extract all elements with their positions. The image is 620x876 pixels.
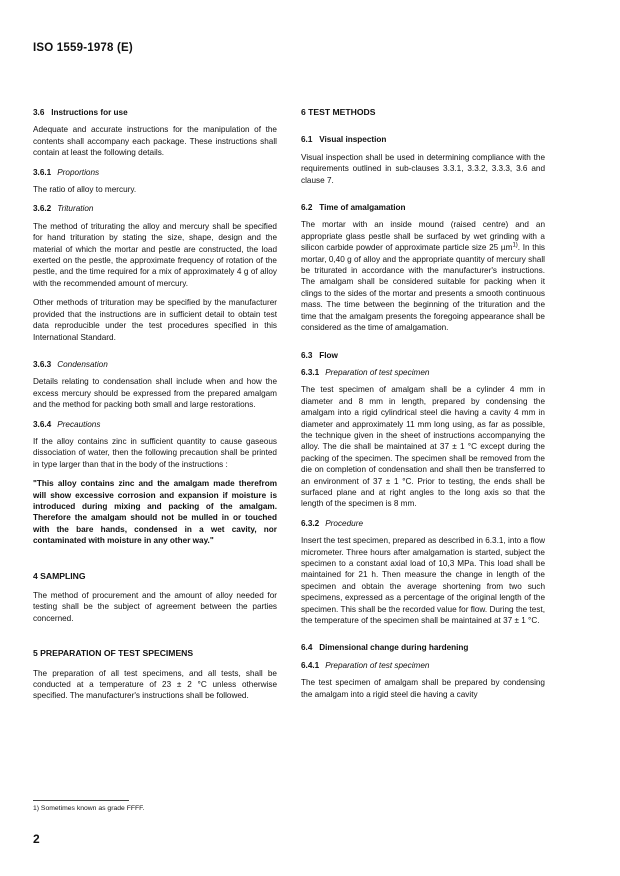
section-4-heading: 4 SAMPLING bbox=[33, 570, 86, 581]
section-title: Flow bbox=[319, 350, 338, 360]
section-number: 3.6 bbox=[33, 108, 45, 117]
page-number: 2 bbox=[33, 832, 40, 846]
section-number: 6.3.1 bbox=[301, 367, 320, 377]
section-6-3-1-heading bbox=[301, 367, 545, 378]
zinc-warning-text: "This alloy contains zinc and the amalgam made therefrom will show excessive corrosion and expansion if moisture is introduced during mixing and packing of the amalgam. Therefore the amalgam should not be mulled in or touched with the bare hands, condensed in a wet cavity, nor contaminated with moisture in any other way." bbox=[33, 479, 277, 546]
section-title: Procedure bbox=[325, 518, 363, 528]
footnote-divider bbox=[33, 800, 129, 801]
section-title: Trituration bbox=[57, 204, 94, 214]
paragraph: Adequate and accurate instructions for the manipulation of the contents shall accompany each package. These instructions shall contain at least the following details. bbox=[33, 125, 277, 158]
text-run: The mortar with an inside mound (raised centre) and an appropriate glass pestle shall be surfaced by wet grinding with a silicon carbide powder of approximate particle size 25 µm bbox=[301, 220, 545, 253]
section-6-heading: 6 TEST METHODS bbox=[301, 107, 376, 117]
section-title: Preparation of test specimen bbox=[325, 367, 430, 377]
section-number: 6.1 bbox=[301, 135, 313, 145]
section-3-6-4-heading bbox=[33, 419, 277, 430]
section-6-3-heading bbox=[301, 350, 545, 361]
footnote: 1) Sometimes known as grade FFFF. bbox=[33, 805, 145, 812]
section-6-4-heading bbox=[301, 642, 545, 653]
section-6-3-2-heading bbox=[301, 518, 545, 529]
section-title: Proportions bbox=[57, 167, 100, 177]
section-title: Precautions bbox=[57, 419, 101, 429]
paragraph: The test specimen of amalgam shall be prepared by condensing the amalgam into a rigid steel die having a cavity bbox=[301, 678, 545, 699]
paragraph: The preparation of all test specimens, and all tests, shall be conducted at a temperature of 23 ± 2 °C unless otherwise specified. The manufacturer's instructions shall be followed. bbox=[33, 668, 277, 701]
document-id-header: ISO 1559-1978 (E) bbox=[33, 42, 133, 54]
section-number: 6.3 bbox=[301, 350, 313, 360]
section-number: 3.6.4 bbox=[33, 419, 52, 429]
paragraph: The ratio of alloy to mercury. bbox=[33, 185, 137, 195]
section-title: Instructions for use bbox=[51, 108, 128, 117]
left-column bbox=[33, 107, 277, 710]
section-6-4-1-heading bbox=[301, 660, 545, 671]
section-3-6-1-heading bbox=[33, 167, 277, 178]
text-run: . In this mortar, 0,40 g of alloy and the appropriate quantity of mercury shall be triturated in accordance with the manufacturer's instructions. The amalgam shall be considered suitable for packing when it clings to the sides of the mortar and presents a smooth continuous mass. The time between the beginning of the trituration and the time that the amalgam presents the foregoing appearance shall be considered as the time of amalgamation. bbox=[301, 243, 545, 333]
section-title: Time of amalgamation bbox=[319, 203, 406, 213]
paragraph: Details relating to condensation shall include when and how the excess mercury should be expressed from the prepared amalgam and the method for packing both small and large restorations. bbox=[33, 377, 277, 410]
section-title: Condensation bbox=[57, 359, 108, 369]
section-6-1-heading bbox=[301, 134, 545, 145]
paragraph: Insert the test specimen, prepared as described in 6.3.1, into a flow micrometer. Three hours after amalgamation is started, subject the specimen to a constant axial load of 10,3 MPa. This load shall be maintained for 21 h. Then measure the change in length of the specimen and obtain the average shortening from two such specimens, expressed as a percentage of the original length of the specimen. This shall be the recorded value for flow. During the test, the temperature of the specimen shall be maintained at 37 ± 1 °C. bbox=[301, 536, 545, 626]
right-column bbox=[301, 107, 545, 708]
section-title: Visual inspection bbox=[319, 135, 387, 145]
section-number: 6.4 bbox=[301, 643, 313, 653]
paragraph: Other methods of trituration may be specified by the manufacturer provided that the instructions are in sufficient detail to obtain test data reproducible under the test procedures specified in this International Standard. bbox=[33, 298, 277, 342]
section-6-2-heading bbox=[301, 202, 545, 213]
section-number: 6.4.1 bbox=[301, 660, 320, 670]
section-title: Preparation of test specimen bbox=[325, 660, 430, 670]
section-number: 3.6.3 bbox=[33, 359, 52, 369]
paragraph: The test specimen of amalgam shall be a cylinder 4 mm in diameter and 8 mm in length, prepared by condensing the amalgam into a rigid cylindrical steel die having a cavity 4 mm in diameter and approximately 11 mm long using, as far as possible, the technique given in the sheet of instructions accompanying the alloy. The die shall be maintained at 37 ± 1 °C except during the packing of the specimen. The specimen shall be removed from the die on completion of condensation and shall then be transferred to an environment of 37 ± 1 °C. Prior to testing, the ends shall be surfaced plane and at right angles to the long axis so that the length of the specimen is 8 mm. bbox=[301, 385, 545, 509]
section-5-heading: 5 PREPARATION OF TEST SPECIMENS bbox=[33, 648, 194, 659]
section-number: 3.6.2 bbox=[33, 204, 52, 214]
section-3-6-3-heading bbox=[33, 359, 277, 370]
paragraph: The method of triturating the alloy and mercury shall be specified for hand trituration by stating the size, shape, design and the material of which the mortar and pestle are constructed, the load exerted on the pestle, the approximate frequency of rotation of the pestle, and the time required for a mix of approximately 4 g of alloy with the recommended amount of mercury. bbox=[33, 221, 277, 288]
paragraph bbox=[301, 219, 545, 333]
section-number: 6.2 bbox=[301, 203, 313, 213]
paragraph: Visual inspection shall be used in determining compliance with the requirements outlined in sub-clauses 3.3.1, 3.3.2, 3.3.3, 3.6 and clause 7. bbox=[301, 152, 545, 185]
paragraph: If the alloy contains zinc in sufficient quantity to cause gaseous dissociation of water, then the following precaution shall be printed in type larger than that in the body of the instructions : bbox=[33, 436, 277, 469]
footnote-reference: 1) bbox=[512, 242, 518, 249]
section-title: Dimensional change during hardening bbox=[319, 643, 469, 653]
paragraph: The method of procurement and the amount of alloy needed for testing shall be the subject of agreement between the parties concerned. bbox=[33, 591, 277, 623]
section-3-6-heading bbox=[33, 107, 277, 118]
section-number: 6.3.2 bbox=[301, 518, 320, 528]
section-3-6-2-heading bbox=[33, 203, 277, 214]
section-number: 3.6.1 bbox=[33, 167, 52, 177]
